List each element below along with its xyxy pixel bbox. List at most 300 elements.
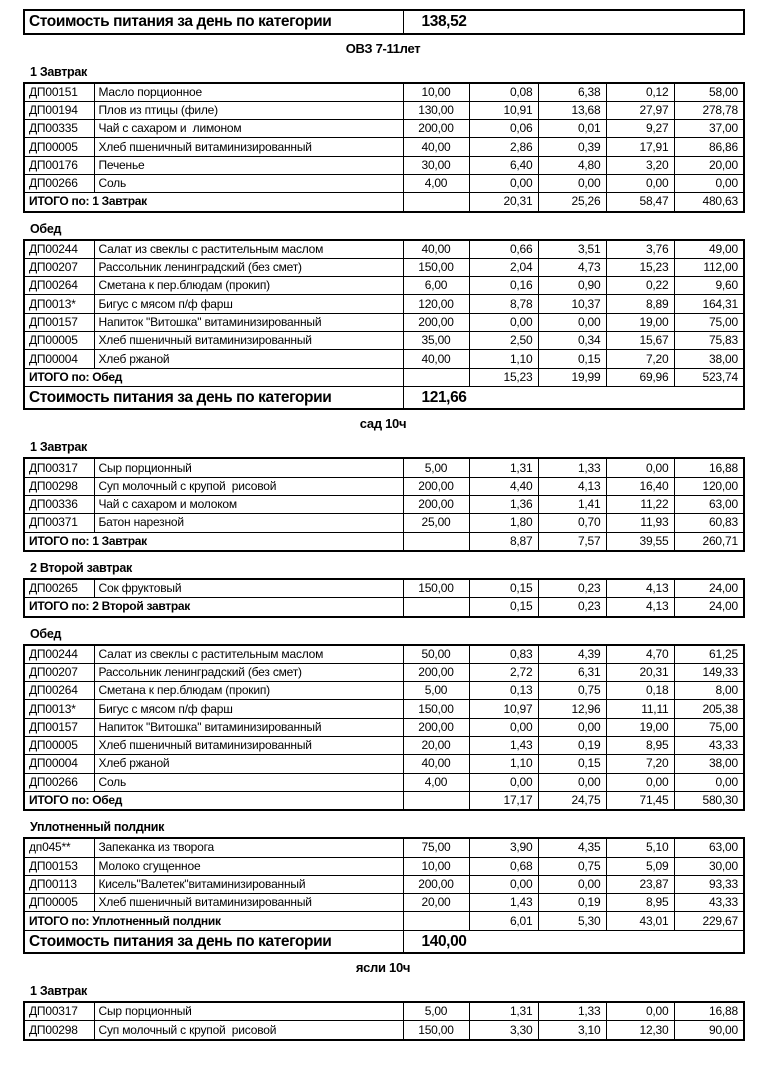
dish-row — [24, 894, 744, 912]
totals-label: ИТОГО по: 2 Второй завтрак — [24, 598, 403, 617]
dish-value-cell: 3,90 — [469, 838, 538, 857]
dish-value-cell: 1,31 — [469, 1002, 538, 1021]
dish-code-cell: ДП00266 — [24, 773, 94, 791]
meal-heading: 2 Второй завтрак — [30, 560, 132, 575]
dish-value-cell: 2,72 — [469, 663, 538, 681]
dish-portion-cell: 150,00 — [403, 579, 469, 598]
dish-code-cell: ДП00244 — [24, 240, 94, 259]
dish-row — [24, 579, 744, 598]
dish-value-cell: 0,75 — [538, 857, 606, 875]
totals-value-cell: 24,75 — [538, 791, 606, 810]
dish-value-cell: 0,00 — [469, 773, 538, 791]
dish-value-cell: 0,00 — [606, 174, 674, 192]
dish-row — [24, 258, 744, 276]
meal-table — [23, 82, 745, 213]
dish-name-cell: Салат из свеклы с растительным маслом — [94, 645, 403, 664]
dish-value-cell: 93,33 — [674, 875, 744, 893]
dish-code-cell: ДП00153 — [24, 857, 94, 875]
dish-portion-cell: 150,00 — [403, 700, 469, 718]
dish-value-cell: 0,00 — [538, 313, 606, 331]
dish-portion-cell: 200,00 — [403, 718, 469, 736]
day-total-label: Стоимость питания за день по категории — [24, 10, 403, 34]
dish-code-cell: ДП00194 — [24, 101, 94, 119]
dish-value-cell: 1,33 — [538, 1002, 606, 1021]
dish-value-cell: 0,23 — [538, 579, 606, 598]
dish-name-cell: Рассольник ленинградский (без смет) — [94, 663, 403, 681]
dish-portion-cell: 4,00 — [403, 773, 469, 791]
dish-row — [24, 120, 744, 138]
dish-name-cell: Салат из свеклы с растительным маслом — [94, 240, 403, 259]
dish-value-cell: 9,27 — [606, 120, 674, 138]
dish-row — [24, 277, 744, 295]
dish-value-cell: 6,31 — [538, 663, 606, 681]
dish-value-cell: 1,41 — [538, 496, 606, 514]
dish-value-cell: 0,16 — [469, 277, 538, 295]
dish-value-cell: 0,34 — [538, 332, 606, 350]
dish-name-cell: Соль — [94, 174, 403, 192]
dish-value-cell: 0,00 — [538, 174, 606, 192]
dish-row — [24, 857, 744, 875]
dish-portion-cell: 25,00 — [403, 514, 469, 532]
dish-value-cell: 8,95 — [606, 737, 674, 755]
dish-code-cell: ДП00264 — [24, 277, 94, 295]
meal-table — [23, 837, 745, 954]
day-total-value: 121,66 — [403, 386, 744, 409]
dish-value-cell: 20,31 — [606, 663, 674, 681]
totals-value-cell: 523,74 — [674, 368, 744, 386]
totals-row — [24, 598, 744, 617]
dish-portion-cell: 40,00 — [403, 350, 469, 368]
dish-value-cell: 16,88 — [674, 1002, 744, 1021]
dish-value-cell: 0,75 — [538, 682, 606, 700]
category-heading: ОВЗ 7-11лет — [345, 40, 421, 56]
dish-value-cell: 6,38 — [538, 83, 606, 102]
dish-name-cell: Масло порционное — [94, 83, 403, 102]
dish-name-cell: Хлеб пшеничный витаминизированный — [94, 737, 403, 755]
dish-code-cell: ДП00005 — [24, 894, 94, 912]
dish-name-cell: Батон нарезной — [94, 514, 403, 532]
dish-row — [24, 174, 744, 192]
totals-value-cell: 58,47 — [606, 193, 674, 212]
dish-row — [24, 477, 744, 495]
dish-code-cell: ДП0013* — [24, 700, 94, 718]
totals-portion-cell — [403, 193, 469, 212]
dish-value-cell: 8,89 — [606, 295, 674, 313]
dish-value-cell: 0,83 — [469, 645, 538, 664]
dish-value-cell: 60,83 — [674, 514, 744, 532]
dish-name-cell: Хлеб пшеничный витаминизированный — [94, 332, 403, 350]
dish-code-cell: ДП00265 — [24, 579, 94, 598]
dish-value-cell: 23,87 — [606, 875, 674, 893]
totals-value-cell: 4,13 — [606, 598, 674, 617]
meal-table — [23, 578, 745, 618]
category-heading: сад 10ч — [359, 416, 407, 432]
dish-name-cell: Сыр порционный — [94, 1002, 403, 1021]
dish-portion-cell: 200,00 — [403, 313, 469, 331]
dish-value-cell: 43,33 — [674, 894, 744, 912]
dish-value-cell: 4,70 — [606, 645, 674, 664]
dish-portion-cell: 20,00 — [403, 894, 469, 912]
dish-value-cell: 2,50 — [469, 332, 538, 350]
dish-value-cell: 49,00 — [674, 240, 744, 259]
totals-label: ИТОГО по: Уплотненный полдник — [24, 912, 403, 930]
dish-portion-cell: 200,00 — [403, 477, 469, 495]
dish-value-cell: 13,68 — [538, 101, 606, 119]
dish-value-cell: 12,30 — [606, 1021, 674, 1040]
totals-value-cell: 6,01 — [469, 912, 538, 930]
dish-code-cell: ДП00005 — [24, 737, 94, 755]
dish-value-cell: 0,00 — [606, 458, 674, 477]
dish-value-cell: 0,13 — [469, 682, 538, 700]
dish-value-cell: 63,00 — [674, 838, 744, 857]
dish-code-cell: ДП00298 — [24, 477, 94, 495]
dish-row — [24, 645, 744, 664]
day-total-row — [24, 386, 744, 409]
totals-row — [24, 368, 744, 386]
dish-value-cell: 0,00 — [469, 875, 538, 893]
dish-row — [24, 1002, 744, 1021]
day-total-value: 138,52 — [403, 10, 744, 34]
dish-value-cell: 0,00 — [538, 773, 606, 791]
dish-name-cell: Рассольник ленинградский (без смет) — [94, 258, 403, 276]
dish-value-cell: 63,00 — [674, 496, 744, 514]
totals-row — [24, 193, 744, 212]
dish-code-cell: ДП0013* — [24, 295, 94, 313]
meal-heading: Обед — [30, 221, 62, 236]
meal-table — [23, 457, 745, 551]
dish-portion-cell: 40,00 — [403, 755, 469, 773]
dish-portion-cell: 40,00 — [403, 138, 469, 156]
dish-code-cell: ДП00336 — [24, 496, 94, 514]
dish-name-cell: Бигус с мясом п/ф фарш — [94, 700, 403, 718]
dish-portion-cell: 4,00 — [403, 174, 469, 192]
dish-value-cell: 112,00 — [674, 258, 744, 276]
dish-row — [24, 875, 744, 893]
dish-row — [24, 83, 744, 102]
dish-row — [24, 1021, 744, 1040]
dish-row — [24, 755, 744, 773]
day-total-label: Стоимость питания за день по категории — [24, 386, 403, 409]
dish-value-cell: 43,33 — [674, 737, 744, 755]
totals-value-cell: 580,30 — [674, 791, 744, 810]
totals-label: ИТОГО по: Обед — [24, 368, 403, 386]
dish-code-cell: ДП00005 — [24, 138, 94, 156]
dish-name-cell: Сыр порционный — [94, 458, 403, 477]
dish-value-cell: 16,88 — [674, 458, 744, 477]
dish-name-cell: Хлеб пшеничный витаминизированный — [94, 894, 403, 912]
dish-portion-cell: 120,00 — [403, 295, 469, 313]
dish-portion-cell: 200,00 — [403, 496, 469, 514]
dish-code-cell: ДП00317 — [24, 1002, 94, 1021]
dish-name-cell: Бигус с мясом п/ф фарш — [94, 295, 403, 313]
dish-portion-cell: 40,00 — [403, 240, 469, 259]
dish-value-cell: 17,91 — [606, 138, 674, 156]
dish-portion-cell: 10,00 — [403, 857, 469, 875]
dish-code-cell: ДП00244 — [24, 645, 94, 664]
totals-portion-cell — [403, 912, 469, 930]
dish-portion-cell: 35,00 — [403, 332, 469, 350]
dish-code-cell: ДП00317 — [24, 458, 94, 477]
dish-value-cell: 4,35 — [538, 838, 606, 857]
dish-value-cell: 4,73 — [538, 258, 606, 276]
totals-value-cell: 0,15 — [469, 598, 538, 617]
day-total-value: 140,00 — [403, 930, 744, 953]
meal-heading: 1 Завтрак — [30, 64, 87, 79]
totals-label: ИТОГО по: 1 Завтрак — [24, 193, 403, 212]
totals-value-cell: 17,17 — [469, 791, 538, 810]
dish-value-cell: 9,60 — [674, 277, 744, 295]
dish-value-cell: 0,01 — [538, 120, 606, 138]
dish-portion-cell: 150,00 — [403, 258, 469, 276]
dish-value-cell: 1,10 — [469, 755, 538, 773]
dish-value-cell: 1,31 — [469, 458, 538, 477]
dish-value-cell: 4,13 — [538, 477, 606, 495]
dish-value-cell: 1,36 — [469, 496, 538, 514]
dish-row — [24, 101, 744, 119]
day-total-label: Стоимость питания за день по категории — [24, 930, 403, 953]
dish-value-cell: 120,00 — [674, 477, 744, 495]
dish-value-cell: 8,78 — [469, 295, 538, 313]
day-total-row — [24, 930, 744, 953]
dish-value-cell: 0,66 — [469, 240, 538, 259]
dish-value-cell: 205,38 — [674, 700, 744, 718]
totals-value-cell: 8,87 — [469, 532, 538, 551]
dish-portion-cell: 200,00 — [403, 120, 469, 138]
meal-heading: Обед — [30, 626, 62, 641]
dish-value-cell: 1,80 — [469, 514, 538, 532]
meal-heading: 1 Завтрак — [30, 984, 87, 999]
totals-row — [24, 912, 744, 930]
dish-value-cell: 3,20 — [606, 156, 674, 174]
dish-value-cell: 10,37 — [538, 295, 606, 313]
dish-row — [24, 138, 744, 156]
totals-label: ИТОГО по: 1 Завтрак — [24, 532, 403, 551]
dish-value-cell: 0,00 — [606, 1002, 674, 1021]
totals-value-cell: 5,30 — [538, 912, 606, 930]
dish-code-cell: ДП00264 — [24, 682, 94, 700]
dish-code-cell: ДП00266 — [24, 174, 94, 192]
dish-value-cell: 90,00 — [674, 1021, 744, 1040]
dish-value-cell: 15,67 — [606, 332, 674, 350]
dish-value-cell: 11,93 — [606, 514, 674, 532]
dish-value-cell: 16,40 — [606, 477, 674, 495]
dish-value-cell: 61,25 — [674, 645, 744, 664]
dish-value-cell: 38,00 — [674, 350, 744, 368]
dish-value-cell: 86,86 — [674, 138, 744, 156]
dish-code-cell: ДП00004 — [24, 755, 94, 773]
dish-row — [24, 350, 744, 368]
totals-value-cell: 0,23 — [538, 598, 606, 617]
dish-name-cell: Чай с сахаром и лимоном — [94, 120, 403, 138]
dish-value-cell: 0,19 — [538, 894, 606, 912]
dish-row — [24, 838, 744, 857]
dish-value-cell: 149,33 — [674, 663, 744, 681]
totals-value-cell: 24,00 — [674, 598, 744, 617]
totals-value-cell: 43,01 — [606, 912, 674, 930]
dish-portion-cell: 6,00 — [403, 277, 469, 295]
meal-heading: Уплотненный полдник — [30, 820, 165, 835]
totals-value-cell: 20,31 — [469, 193, 538, 212]
dish-value-cell: 0,00 — [538, 718, 606, 736]
dish-name-cell: Хлеб ржаной — [94, 350, 403, 368]
dish-code-cell: ДП00335 — [24, 120, 94, 138]
dish-value-cell: 10,91 — [469, 101, 538, 119]
dish-portion-cell: 5,00 — [403, 458, 469, 477]
dish-row — [24, 514, 744, 532]
dish-name-cell: Чай с сахаром и молоком — [94, 496, 403, 514]
dish-value-cell: 0,00 — [469, 313, 538, 331]
totals-value-cell: 39,55 — [606, 532, 674, 551]
dish-value-cell: 0,70 — [538, 514, 606, 532]
dish-row — [24, 458, 744, 477]
totals-row — [24, 532, 744, 551]
dish-name-cell: Хлеб ржаной — [94, 755, 403, 773]
dish-code-cell: ДП00157 — [24, 313, 94, 331]
dish-portion-cell: 200,00 — [403, 875, 469, 893]
report-body — [23, 9, 743, 1041]
dish-value-cell: 0,90 — [538, 277, 606, 295]
dish-value-cell: 1,10 — [469, 350, 538, 368]
dish-name-cell: Сок фруктовый — [94, 579, 403, 598]
dish-code-cell: дп045** — [24, 838, 94, 857]
totals-portion-cell — [403, 368, 469, 386]
dish-value-cell: 37,00 — [674, 120, 744, 138]
dish-row — [24, 682, 744, 700]
dish-value-cell: 2,04 — [469, 258, 538, 276]
meal-heading: 1 Завтрак — [30, 440, 87, 455]
day-total-table — [23, 9, 745, 35]
totals-value-cell: 229,67 — [674, 912, 744, 930]
totals-label: ИТОГО по: Обед — [24, 791, 403, 810]
dish-name-cell: Напиток "Витошка" витаминизированный — [94, 718, 403, 736]
dish-code-cell: ДП00371 — [24, 514, 94, 532]
dish-name-cell: Хлеб пшеничный витаминизированный — [94, 138, 403, 156]
dish-value-cell: 11,11 — [606, 700, 674, 718]
dish-value-cell: 12,96 — [538, 700, 606, 718]
dish-value-cell: 27,97 — [606, 101, 674, 119]
dish-portion-cell: 20,00 — [403, 737, 469, 755]
dish-value-cell: 0,15 — [538, 755, 606, 773]
dish-value-cell: 30,00 — [674, 857, 744, 875]
totals-value-cell: 7,57 — [538, 532, 606, 551]
meal-table — [23, 644, 745, 812]
dish-value-cell: 19,00 — [606, 718, 674, 736]
dish-value-cell: 0,08 — [469, 83, 538, 102]
dish-value-cell: 0,68 — [469, 857, 538, 875]
dish-value-cell: 164,31 — [674, 295, 744, 313]
dish-value-cell: 75,00 — [674, 313, 744, 331]
dish-value-cell: 4,39 — [538, 645, 606, 664]
dish-name-cell: Запеканка из творога — [94, 838, 403, 857]
dish-value-cell: 0,00 — [674, 773, 744, 791]
dish-value-cell: 0,06 — [469, 120, 538, 138]
dish-value-cell: 5,10 — [606, 838, 674, 857]
dish-code-cell: ДП00113 — [24, 875, 94, 893]
dish-value-cell: 20,00 — [674, 156, 744, 174]
meal-table — [23, 1001, 745, 1041]
dish-row — [24, 240, 744, 259]
dish-row — [24, 332, 744, 350]
dish-value-cell: 0,00 — [538, 875, 606, 893]
dish-code-cell: ДП00207 — [24, 663, 94, 681]
dish-code-cell: ДП00298 — [24, 1021, 94, 1040]
meal-table — [23, 239, 745, 411]
dish-row — [24, 663, 744, 681]
dish-value-cell: 7,20 — [606, 755, 674, 773]
dish-name-cell: Печенье — [94, 156, 403, 174]
category-heading: ясли 10ч — [355, 960, 411, 976]
dish-value-cell: 75,83 — [674, 332, 744, 350]
dish-value-cell: 24,00 — [674, 579, 744, 598]
totals-value-cell: 260,71 — [674, 532, 744, 551]
dish-name-cell: Сметана к пер.блюдам (прокип) — [94, 277, 403, 295]
dish-value-cell: 3,76 — [606, 240, 674, 259]
totals-value-cell: 480,63 — [674, 193, 744, 212]
dish-name-cell: Плов из птицы (филе) — [94, 101, 403, 119]
dish-name-cell: Кисель"Валетек"витаминизированный — [94, 875, 403, 893]
dish-value-cell: 8,95 — [606, 894, 674, 912]
dish-value-cell: 0,18 — [606, 682, 674, 700]
dish-row — [24, 773, 744, 791]
dish-value-cell: 0,00 — [674, 174, 744, 192]
dish-code-cell: ДП00005 — [24, 332, 94, 350]
dish-portion-cell: 30,00 — [403, 156, 469, 174]
dish-code-cell: ДП00004 — [24, 350, 94, 368]
totals-portion-cell — [403, 598, 469, 617]
dish-value-cell: 0,39 — [538, 138, 606, 156]
dish-portion-cell: 200,00 — [403, 663, 469, 681]
dish-row — [24, 313, 744, 331]
dish-name-cell: Молоко сгущенное — [94, 857, 403, 875]
dish-name-cell: Суп молочный с крупой рисовой — [94, 1021, 403, 1040]
totals-value-cell: 69,96 — [606, 368, 674, 386]
dish-name-cell: Суп молочный с крупой рисовой — [94, 477, 403, 495]
dish-name-cell: Соль — [94, 773, 403, 791]
dish-value-cell: 2,86 — [469, 138, 538, 156]
dish-portion-cell: 130,00 — [403, 101, 469, 119]
totals-portion-cell — [403, 791, 469, 810]
dish-row — [24, 700, 744, 718]
dish-value-cell: 1,43 — [469, 737, 538, 755]
dish-portion-cell: 5,00 — [403, 682, 469, 700]
dish-portion-cell: 150,00 — [403, 1021, 469, 1040]
dish-value-cell: 10,97 — [469, 700, 538, 718]
dish-portion-cell: 5,00 — [403, 1002, 469, 1021]
dish-row — [24, 737, 744, 755]
totals-row — [24, 791, 744, 810]
totals-value-cell: 19,99 — [538, 368, 606, 386]
dish-row — [24, 295, 744, 313]
dish-code-cell: ДП00176 — [24, 156, 94, 174]
totals-value-cell: 71,45 — [606, 791, 674, 810]
dish-value-cell: 4,40 — [469, 477, 538, 495]
dish-value-cell: 0,15 — [538, 350, 606, 368]
dish-value-cell: 15,23 — [606, 258, 674, 276]
day-total-row — [24, 10, 744, 34]
dish-row — [24, 718, 744, 736]
dish-code-cell: ДП00207 — [24, 258, 94, 276]
dish-value-cell: 38,00 — [674, 755, 744, 773]
dish-code-cell: ДП00151 — [24, 83, 94, 102]
dish-portion-cell: 75,00 — [403, 838, 469, 857]
dish-value-cell: 1,43 — [469, 894, 538, 912]
dish-value-cell: 0,00 — [469, 718, 538, 736]
dish-value-cell: 6,40 — [469, 156, 538, 174]
dish-value-cell: 3,10 — [538, 1021, 606, 1040]
dish-value-cell: 0,19 — [538, 737, 606, 755]
totals-value-cell: 15,23 — [469, 368, 538, 386]
totals-portion-cell — [403, 532, 469, 551]
